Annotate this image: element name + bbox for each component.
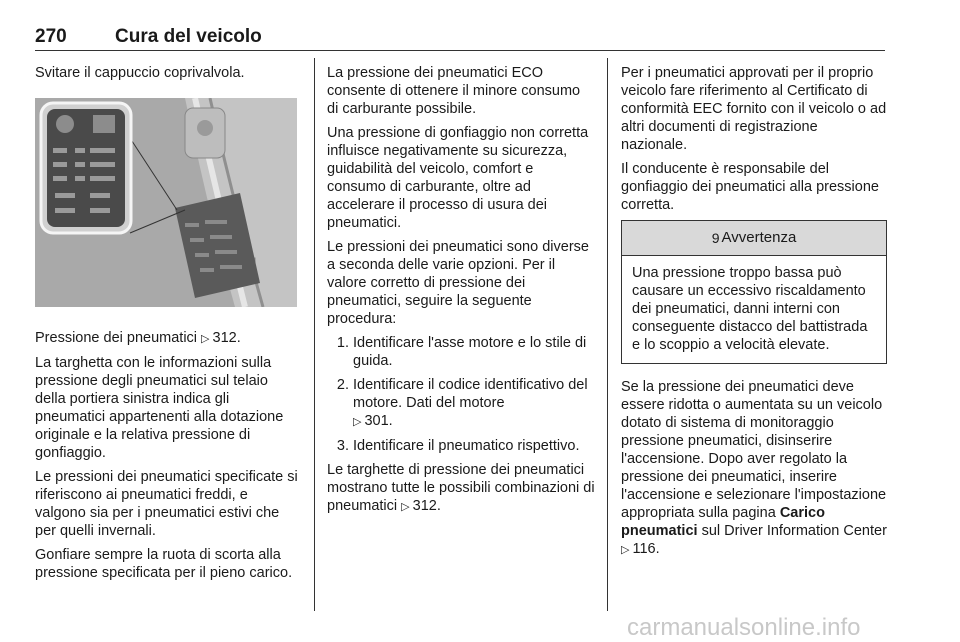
- door-frame-drawing: [35, 98, 297, 307]
- page-number: 270: [35, 26, 67, 47]
- warning-icon: 9: [711, 230, 720, 246]
- page-ref-arrow-icon[interactable]: ▷ 116.: [621, 541, 660, 557]
- paragraph: Il conducente è responsabile del gonfiaggio dei pneumatici alla pressione corretta.: [621, 161, 879, 213]
- watermark: carmanualsonline.info: [627, 614, 861, 641]
- page-ref-arrow-icon[interactable]: ▷ 312.: [201, 330, 241, 346]
- paragraph: La pressione dei pneumatici ECO consente di ottenere il minore consumo di carburante possibile.: [327, 65, 581, 117]
- column-3: [621, 64, 887, 565]
- paragraph: La targhetta con le informazioni sulla pressione degli pneumatici sul telaio della portiera sinistra indica gli pneumatici appartenenti alla dotazione originale e la relativa pressione di gonfiaggio.: [35, 355, 284, 461]
- paragraph: Le pressioni dei pneumatici sono diverse a seconda delle varie opzioni. Per il valore corretto di pressione dei pneumatici, seguire la seguente procedura:: [327, 239, 589, 327]
- column-1: [35, 64, 301, 588]
- warning-box: [621, 220, 887, 364]
- paragraph: Gonfiare sempre la ruota di scorta alla pressione specificata per il pieno carico.: [35, 547, 293, 581]
- column-divider-2: [607, 58, 608, 611]
- figure-caption: Pressione dei pneumatici ▷ 312.: [35, 329, 301, 348]
- paragraph: Le targhette di pressione dei pneumatici mostrano tutte le possibili combinazioni di pneumatici ▷ 312.: [327, 461, 595, 516]
- page-ref-arrow-icon[interactable]: ▷ 301.: [353, 413, 393, 429]
- procedure-list: [327, 334, 595, 455]
- paragraph: Per i pneumatici approvati per il proprio veicolo fare riferimento al Certificato di conformità EEC fornito con il veicolo o ad altri documenti di registrazione nazionale.: [621, 65, 887, 153]
- page-header: [35, 26, 885, 52]
- paragraph: Una pressione di gonfiaggio non corretta influisce negativamente su sicurezza, guidabilità del veicolo, comfort e consumo di carburante, oltre ad accelerare il processo di usura dei pneumatici.: [327, 125, 589, 231]
- warning-header: [622, 221, 886, 256]
- intro-text: Svitare il cappuccio coprivalvola.: [35, 65, 245, 81]
- column-2: [327, 64, 595, 522]
- chapter-title: Cura del veicolo: [115, 26, 262, 47]
- warning-title: Avvertenza: [721, 229, 797, 246]
- list-item: 1. Identificare l'asse motore e lo stile di guida.: [353, 334, 595, 370]
- tire-pressure-label-illustration: [35, 98, 297, 307]
- list-item: 3. Identificare il pneumatico rispettivo.: [353, 437, 595, 455]
- paragraph: Se la pressione dei pneumatici deve essere ridotta o aumentata su un veicolo dotato di sistema di monitoraggio pressione pneumatici, disinserire l'accensione. Dopo aver regolato la pressione dei pneumatici, inserire l'accensione e selezionare l'impostazione appropriata sulla pagina Carico pneumatici sul Driver Information Center ▷ 116.: [621, 378, 887, 559]
- warning-body: Una pressione troppo bassa può causare un eccessivo riscaldamento dei pneumatici, danni interni con conseguente distacco del battistrada e lo scoppio a velocità elevate.: [632, 265, 868, 353]
- paragraph: Le pressioni dei pneumatici specificate si riferiscono ai pneumatici freddi, e valgono sia per i pneumatici estivi che per quelli invernali.: [35, 469, 298, 539]
- page-ref-arrow-icon[interactable]: ▷ 312.: [401, 498, 441, 514]
- header-divider: [35, 50, 885, 51]
- list-item: 2. Identificare il codice identificativo del motore. Dati del motore ▷ 301.: [353, 376, 595, 431]
- column-divider-1: [314, 58, 315, 611]
